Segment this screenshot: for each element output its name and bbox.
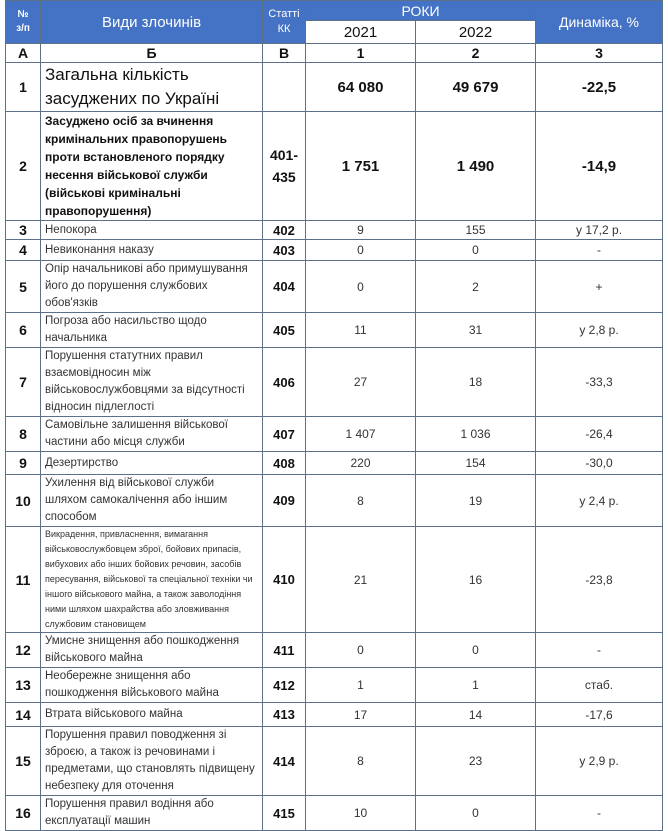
table-row [6,63,663,112]
row-crime-name: Порушення правил водіння або експлуатації машин [41,796,263,831]
table-row [6,261,663,313]
row-article: 406 [263,348,306,417]
row-number: 1 [6,63,41,112]
row-article: 405 [263,313,306,348]
row-article: 407 [263,417,306,452]
row-crime-name: Умисне знищення або пошкодження військового майна [41,633,263,668]
row-article: 411 [263,633,306,668]
row-2022: 154 [416,452,536,475]
row-2021: 0 [306,633,416,668]
convictions-table [5,0,663,831]
row-crime-name: Невиконання наказу [41,240,263,261]
code-1: 1 [306,44,416,63]
row-2021: 64 080 [306,63,416,112]
row-crime-name: Погроза або насильство щодо начальника [41,313,263,348]
row-crime-name: Порушення статутних правил взаємовідносин між військовослужбовцями за відсутності відносин підлеглості [41,348,263,417]
header-articles-line2: КК [277,23,291,35]
row-dynamics: -17,6 [536,703,663,727]
row-dynamics: - [536,240,663,261]
row-2021: 27 [306,348,416,417]
row-dynamics: + [536,261,663,313]
row-dynamics: у 2,9 р. [536,727,663,796]
row-crime-name: Загальна кількість засуджених по Україні [41,63,263,112]
row-number: 6 [6,313,41,348]
row-dynamics: у 17,2 р. [536,221,663,240]
header-crime-types: Види злочинів [41,1,263,44]
table-row [6,313,663,348]
row-number: 16 [6,796,41,831]
row-2022: 19 [416,475,536,527]
row-dynamics: -33,3 [536,348,663,417]
header-year-2022: 2022 [416,21,536,44]
row-article: 401-435 [263,112,306,221]
table-row [6,452,663,475]
row-2021: 11 [306,313,416,348]
table-row [6,240,663,261]
row-2021: 1 407 [306,417,416,452]
row-crime-name: Викрадення, привласнення, вимагання військовослужбовцем зброї, бойових припасів, вибухових або інших бойових речовин, засобів пересування, військової та спеціальної техніки чи іншого військового майна, а також заволодіння ними шляхом шахрайства або зловживання службовим становищем [41,527,263,633]
row-2021: 9 [306,221,416,240]
row-2021: 10 [306,796,416,831]
row-2022: 18 [416,348,536,417]
row-number: 5 [6,261,41,313]
row-2022: 23 [416,727,536,796]
row-crime-name: Втрата військового майна [41,703,263,727]
row-number: 9 [6,452,41,475]
row-number: 12 [6,633,41,668]
row-number: 8 [6,417,41,452]
row-crime-name: Необережне знищення або пошкодження військового майна [41,668,263,703]
row-crime-name: Порушення правил поводження зі зброєю, а також із речовинами і предметами, що становлять підвищену небезпеку для оточення [41,727,263,796]
row-2022: 1 [416,668,536,703]
table-header [6,1,663,44]
row-dynamics: -30,0 [536,452,663,475]
row-article: 414 [263,727,306,796]
row-2021: 220 [306,452,416,475]
code-3: 3 [536,44,663,63]
row-article: 402 [263,221,306,240]
row-dynamics: стаб. [536,668,663,703]
table-row [6,527,663,633]
row-dynamics: - [536,633,663,668]
row-2021: 8 [306,475,416,527]
row-2021: 21 [306,527,416,633]
row-article: 410 [263,527,306,633]
row-2021: 0 [306,240,416,261]
row-article: 409 [263,475,306,527]
row-2022: 0 [416,240,536,261]
row-dynamics: -22,5 [536,63,663,112]
row-crime-name: Самовільне залишення військової частини або місця служби [41,417,263,452]
header-articles [263,1,306,44]
table-row [6,348,663,417]
row-dynamics: -26,4 [536,417,663,452]
row-2021: 0 [306,261,416,313]
code-2: 2 [416,44,536,63]
row-2022: 31 [416,313,536,348]
row-dynamics: у 2,8 р. [536,313,663,348]
row-dynamics: -14,9 [536,112,663,221]
row-2021: 17 [306,703,416,727]
code-a: А [6,44,41,63]
row-2022: 14 [416,703,536,727]
row-2021: 1 [306,668,416,703]
table-row [6,727,663,796]
header-years: РОКИ [306,1,536,21]
row-crime-name: Дезертирство [41,452,263,475]
row-number: 15 [6,727,41,796]
header-number-line1: № [17,9,29,20]
row-article: 408 [263,452,306,475]
header-articles-line1: Статті [268,8,300,20]
row-number: 3 [6,221,41,240]
table-row [6,221,663,240]
table-row [6,112,663,221]
row-number: 4 [6,240,41,261]
header-dynamics: Динаміка, % [536,1,663,44]
row-2022: 49 679 [416,63,536,112]
row-number: 2 [6,112,41,221]
row-article: 404 [263,261,306,313]
row-number: 7 [6,348,41,417]
header-year-2021: 2021 [306,21,416,44]
row-dynamics: -23,8 [536,527,663,633]
table-row [6,668,663,703]
row-number: 13 [6,668,41,703]
row-crime-name: Непокора [41,221,263,240]
row-2022: 0 [416,796,536,831]
column-codes-row [6,44,663,63]
row-number: 10 [6,475,41,527]
row-crime-name: Засуджено осіб за вчинення кримінальних правопорушень проти встановленого порядку несення військової служби (військові кримінальні правопорушення) [41,112,263,221]
table-row [6,633,663,668]
row-article: 415 [263,796,306,831]
row-2021: 1 751 [306,112,416,221]
row-dynamics: - [536,796,663,831]
code-v: В [263,44,306,63]
row-article: 403 [263,240,306,261]
header-number-line2: з/п [16,23,30,34]
row-article [263,63,306,112]
row-2021: 8 [306,727,416,796]
row-crime-name: Опір начальникові або примушування його до порушення службових обов'язків [41,261,263,313]
row-2022: 155 [416,221,536,240]
header-number [6,1,41,44]
row-2022: 16 [416,527,536,633]
row-2022: 2 [416,261,536,313]
code-b: Б [41,44,263,63]
table-row [6,703,663,727]
row-article: 412 [263,668,306,703]
table-row [6,475,663,527]
row-crime-name: Ухилення від військової служби шляхом самокалічення або іншим способом [41,475,263,527]
row-number: 11 [6,527,41,633]
row-dynamics: у 2,4 р. [536,475,663,527]
row-number: 14 [6,703,41,727]
table-row [6,796,663,831]
row-2022: 1 490 [416,112,536,221]
table-row [6,417,663,452]
row-article: 413 [263,703,306,727]
row-2022: 1 036 [416,417,536,452]
row-2022: 0 [416,633,536,668]
